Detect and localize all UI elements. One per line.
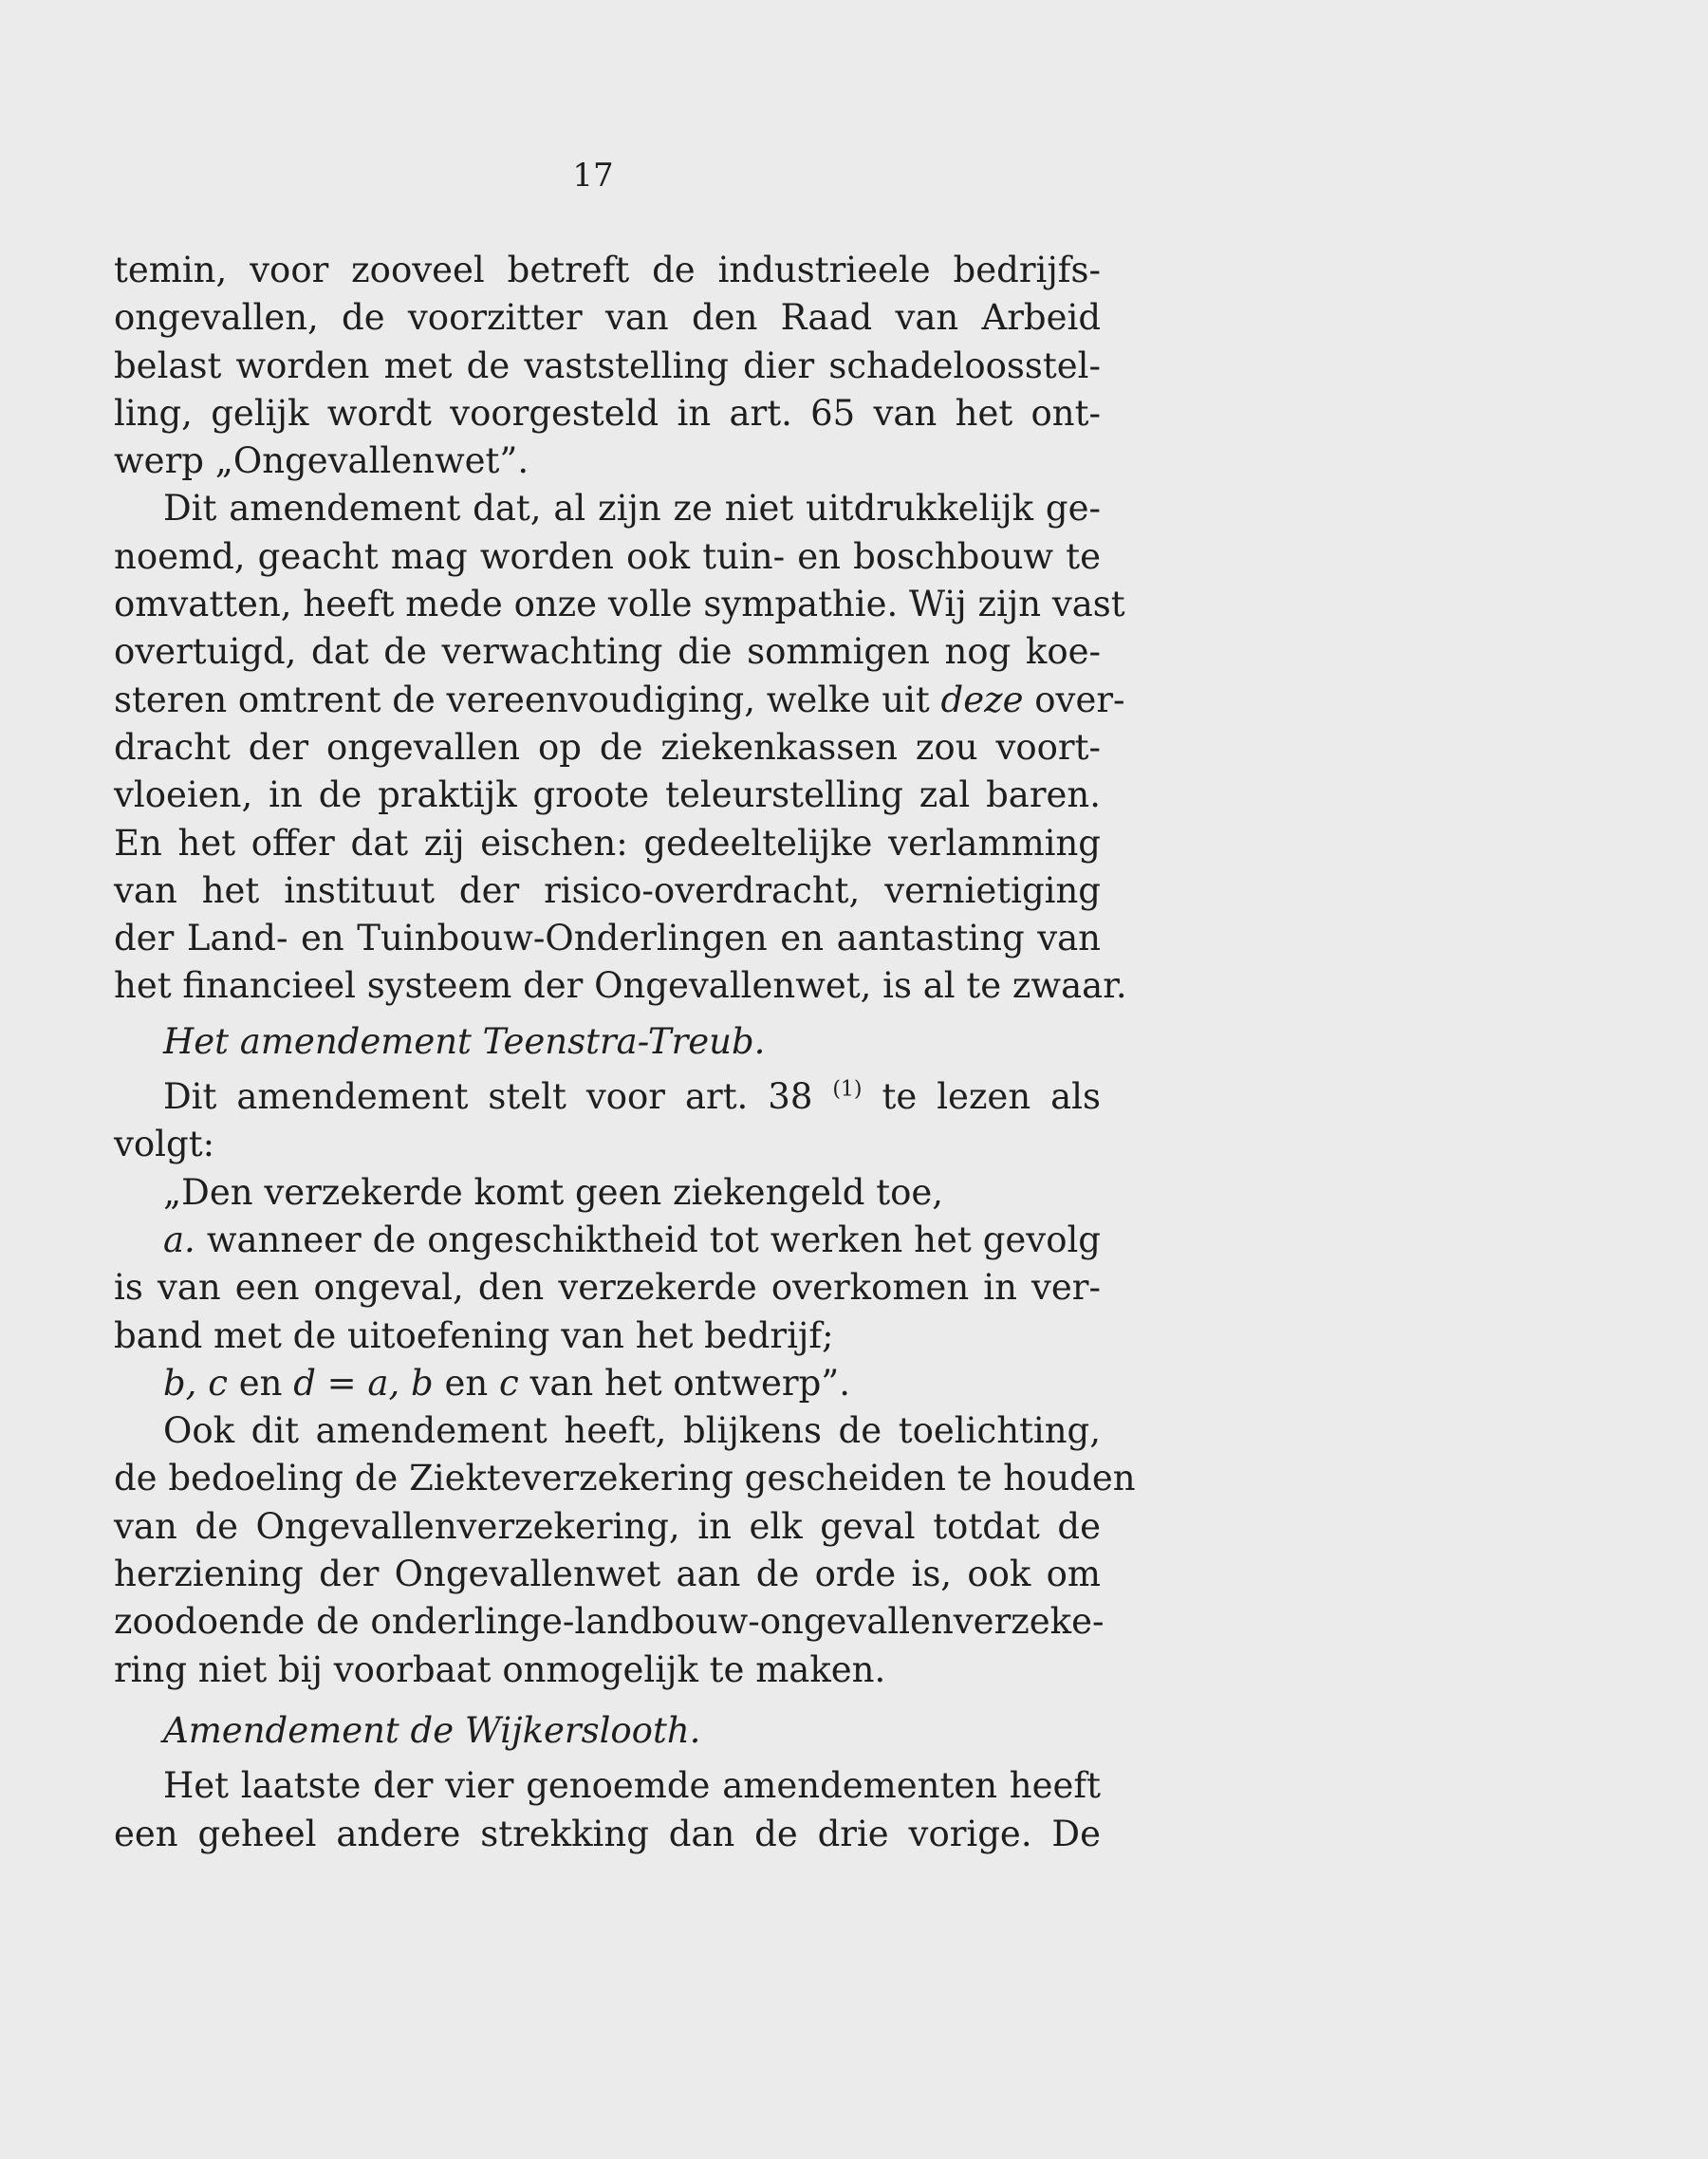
- section-heading: Amendement de Wijkerslooth.: [163, 1709, 701, 1751]
- text-line: omvatten, heeft mede onze volle sympathie. Wij zijn vast: [114, 584, 1125, 625]
- text-line: noemd, geacht mag worden ook tuin- en boschbouw te: [114, 535, 1101, 577]
- text-line: a. wanneer de ongeschiktheid tot werken het gevolg: [163, 1219, 1101, 1260]
- text-line: van het instituut der risico-overdracht, vernietiging: [114, 869, 1101, 911]
- text-line: b, c en d = a, b en c van het ontwerp”.: [163, 1362, 850, 1404]
- text-line: vloeien, in de praktijk groote teleurstelling zal baren.: [114, 774, 1101, 816]
- text-line: het financieel systeem der Ongevallenwet, is al te zwaar.: [114, 965, 1127, 1007]
- emphasis-text: deze: [940, 679, 1024, 720]
- text-line: steren omtrent de vereenvoudiging, welke uit deze over-: [114, 679, 1125, 720]
- text-line: ling, gelijk wordt voorgesteld in art. 65 van het ont-: [114, 392, 1101, 434]
- section-heading: Het amendement Teenstra-Treub.: [163, 1020, 766, 1062]
- text-line: Dit amendement dat, al zijn ze niet uitdrukkelijk ge-: [163, 488, 1101, 530]
- body-text: [114, 247, 1136, 1858]
- text-line: overtuigd, dat de verwachting die sommigen nog koe-: [114, 631, 1101, 673]
- text-line: belast worden met de vaststelling dier schadeloosstel-: [114, 344, 1101, 386]
- text-line: volgt:: [114, 1124, 215, 1165]
- text-line: der Land- en Tuinbouw-Onderlingen en aantasting van: [114, 918, 1101, 959]
- text-line: een geheel andere strekking dan de drie vorige. De: [114, 1813, 1101, 1854]
- text-line: En het offer dat zij eischen: gedeeltelijke verlamming: [114, 822, 1101, 864]
- footnote-ref: (1): [832, 1077, 863, 1102]
- text-line: ongevallen, de voorzitter van den Raad van Arbeid: [114, 297, 1101, 339]
- text-line: band met de uitoefening van het bedrijf;: [114, 1314, 834, 1356]
- text-line: de bedoeling de Ziekteverzekering gescheiden te houden: [114, 1458, 1136, 1499]
- text-line: herziening der Ongevallenwet aan de orde is, ook om: [114, 1554, 1101, 1595]
- text-line: ring niet bij voorbaat onmogelijk te maken.: [114, 1648, 886, 1690]
- text-line: zoodoende de onderlinge-landbouw-ongevallenverzeke-: [114, 1601, 1105, 1643]
- text-line: Dit amendement stelt voor art. 38 $^{(1)}$ te lezen als: [163, 1076, 1102, 1118]
- text-line: Het laatste der vier genoemde amendementen heeft: [163, 1765, 1101, 1807]
- text-line: van de Ongevallenverzekering, in elk geval totdat de: [114, 1505, 1101, 1547]
- text-line: temin, voor zooveel betreft de industrieele bedrijfs-: [114, 250, 1101, 290]
- text-line: werp „Ongevallenwet”.: [114, 440, 529, 482]
- text-line: „Den verzekerde komt geen ziekengeld toe,: [163, 1171, 944, 1213]
- text-line: dracht der ongevallen op de ziekenkassen zou voort-: [114, 726, 1101, 768]
- page-number: 17: [572, 157, 614, 195]
- text-line: is van een ongeval, den verzekerde overkomen in ver-: [114, 1267, 1101, 1309]
- text-line: Ook dit amendement heeft, blijkens de toelichting,: [163, 1410, 1101, 1452]
